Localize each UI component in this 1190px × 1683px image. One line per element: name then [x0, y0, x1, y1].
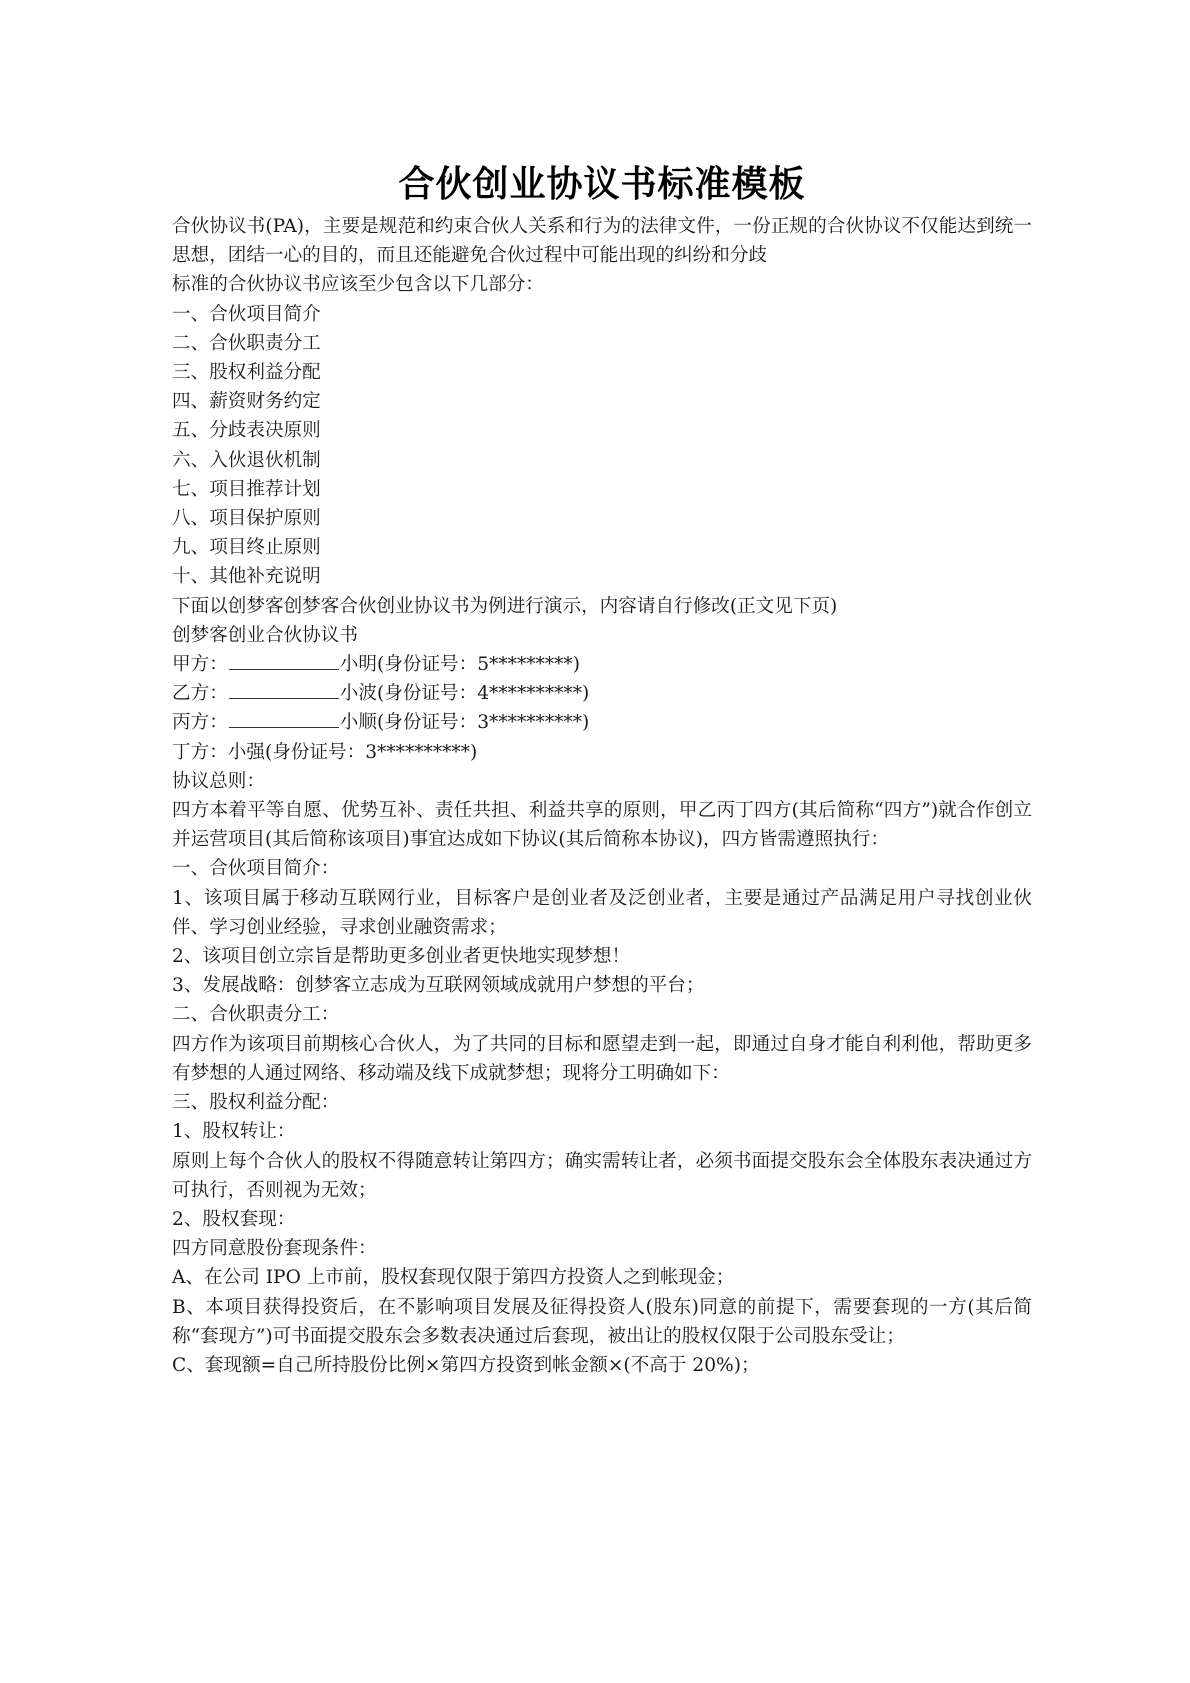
part3-sub1-heading: 1、股权转让： — [172, 1121, 296, 1143]
outline-item: 七、项目推荐计划 — [172, 478, 321, 500]
part3-sub2-heading: 2、股权套现： — [172, 1208, 296, 1230]
part1-item: 1、该项目属于移动互联网行业，目标客户是创业者及泛创业者，主要是通过产品满足用户寻找创业伙伴、学习创业经验，寻求创业融资需求； — [172, 887, 1032, 938]
condition-item: C、套现额=自己所持股份比例×第四方投资到帐金额×(不高于 20%)； — [172, 1354, 760, 1376]
party-id: (身份证号：4**********) — [377, 683, 590, 705]
document-title: 合伙创业协议书标准模板 — [398, 164, 806, 205]
party-name: 小明 — [339, 654, 377, 676]
outline-item: 四、薪资财务约定 — [172, 391, 321, 413]
party-id: (身份证号：3**********) — [377, 712, 590, 734]
party-name: 小强 — [227, 741, 265, 763]
signature-blank — [229, 651, 339, 670]
outline-item: 一、合伙项目简介 — [172, 303, 321, 325]
party-label: 丙方： — [172, 712, 228, 734]
part2-paragraph: 四方作为该项目前期核心合伙人，为了共同的目标和愿望走到一起，即通过自身才能自利利他，帮助更多有梦想的人通过网络、移动端及线下成就梦想；现将分工明确如下： — [172, 1033, 1032, 1084]
outline-item: 八、项目保护原则 — [172, 508, 321, 530]
part1-item: 2、该项目创立宗旨是帮助更多创业者更快地实现梦想！ — [172, 946, 631, 968]
party-id: (身份证号：5*********) — [377, 654, 580, 676]
part3-sub2-intro: 四方同意股份套现条件： — [172, 1238, 377, 1260]
part1-heading: 一、合伙项目简介： — [172, 858, 340, 880]
general-heading: 协议总则： — [172, 770, 265, 792]
outline-item: 六、入伙退伙机制 — [172, 449, 321, 471]
general-paragraph: 四方本着平等自愿、优势互补、责任共担、利益共享的原则，甲乙丙丁四方(其后简称“四方”)就合作创立并运营项目(其后简称该项目)事宜达成如下协议(其后简称本协议)，四方皆需遵照执行： — [172, 800, 1032, 851]
party-name: 小波 — [339, 683, 377, 705]
part3-heading: 三、股权利益分配： — [172, 1092, 340, 1114]
intro-lead: 标准的合伙协议书应该至少包含以下几部分： — [172, 274, 544, 296]
party-name: 小顺 — [339, 712, 377, 734]
outline-item: 九、项目终止原则 — [172, 537, 321, 559]
signature-blank — [229, 680, 339, 699]
outline-item: 二、合伙职责分工 — [172, 332, 321, 354]
signature-blank — [229, 709, 339, 728]
part3-sub1-paragraph: 原则上每个合伙人的股权不得随意转让第四方；确实需转让者，必须书面提交股东会全体股东表决通过方可执行，否则视为无效； — [172, 1150, 1032, 1201]
party-row — [172, 650, 1032, 679]
intro-paragraph: 合伙协议书(PA)，主要是规范和约束合伙人关系和行为的法律文件，一份正规的合伙协议不仅能达到统一思想，团结一心的目的，而且还能避免合伙过程中可能出现的纠纷和分歧 — [172, 216, 1032, 267]
parties-list — [172, 650, 1032, 767]
party-label: 乙方： — [172, 683, 228, 705]
party-label: 甲方： — [172, 654, 228, 676]
party-row — [172, 679, 1032, 708]
outline-item: 五、分歧表决原则 — [172, 420, 321, 442]
agreement-title: 创梦客创业合伙协议书 — [172, 624, 358, 646]
party-id: (身份证号：3**********) — [265, 741, 478, 763]
party-label: 丁方： — [172, 741, 228, 763]
condition-item: A、在公司 IPO 上市前，股权套现仅限于第四方投资人之到帐现金； — [172, 1267, 735, 1289]
document-page — [172, 162, 1032, 1380]
section-outline-list — [172, 300, 1032, 592]
demo-note: 下面以创梦客创梦客合伙创业协议书为例进行演示，内容请自行修改(正文见下页) — [172, 595, 838, 617]
part2-heading: 二、合伙职责分工： — [172, 1004, 340, 1026]
party-row — [172, 738, 1032, 767]
party-row — [172, 708, 1032, 737]
outline-item: 十、其他补充说明 — [172, 566, 321, 588]
part1-item: 3、发展战略：创梦客立志成为互联网领域成就用户梦想的平台； — [172, 975, 705, 997]
outline-item: 三、股权利益分配 — [172, 362, 321, 384]
condition-item: B、本项目获得投资后，在不影响项目发展及征得投资人(股东)同意的前提下，需要套现的一方(其后简称“套现方”)可书面提交股东会多数表决通过后套现，被出让的股权仅限于公司股东受让； — [172, 1296, 1032, 1347]
